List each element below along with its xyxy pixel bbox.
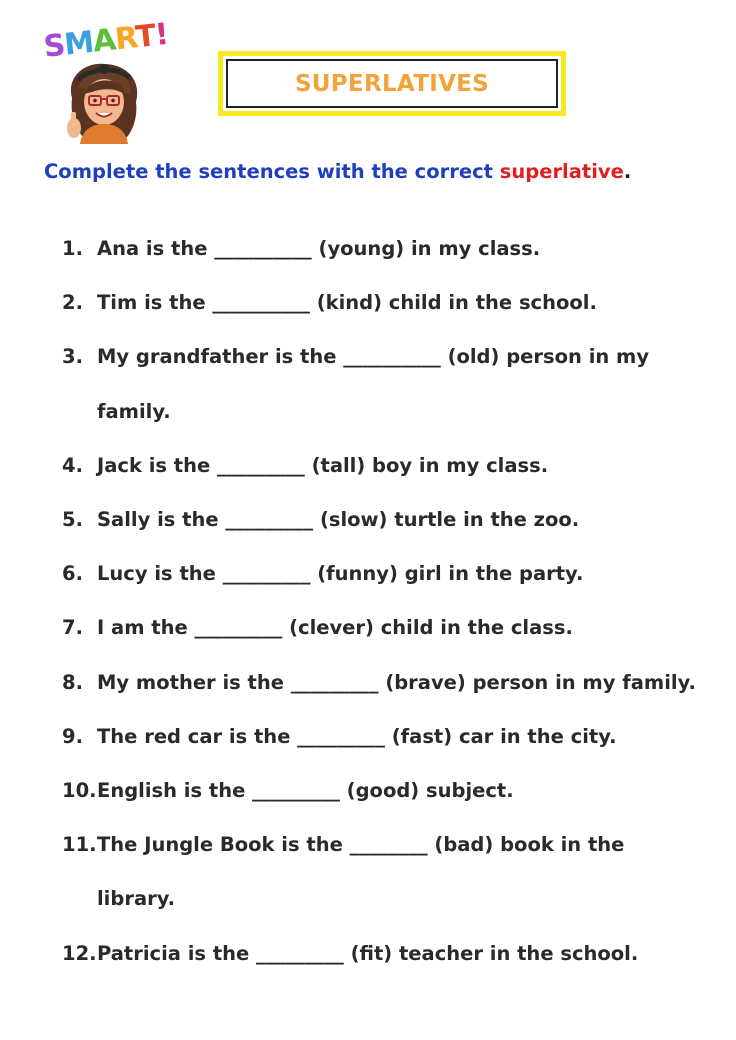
- answer-blank[interactable]: ________: [349, 833, 428, 857]
- smart-logo-text: SMART!: [42, 16, 170, 65]
- answer-blank[interactable]: _________: [194, 616, 283, 640]
- question-tail: (tall) boy in my class.: [311, 453, 549, 477]
- question-item: [62, 710, 712, 764]
- question-item: [62, 439, 712, 493]
- answer-blank[interactable]: _________: [225, 508, 314, 532]
- question-tail: (young) in my class.: [318, 237, 541, 260]
- question-number: 11.: [62, 833, 97, 857]
- question-item: [62, 222, 712, 276]
- question-number: 2.: [62, 291, 83, 315]
- answer-blank[interactable]: __________: [214, 237, 312, 260]
- question-tail: (brave) person in my family.: [385, 670, 696, 694]
- question-number: 8.: [62, 670, 83, 694]
- question-number: 7.: [62, 616, 83, 640]
- question-tail: (good) subject.: [346, 779, 514, 803]
- instruction-text: [44, 160, 631, 183]
- question-number: 5.: [62, 508, 83, 532]
- title-frame: [218, 51, 566, 116]
- question-item: [62, 656, 712, 710]
- question-list: [62, 222, 712, 981]
- teacher-avatar-icon: [58, 58, 150, 144]
- question-lead: The red car is the: [97, 724, 291, 748]
- instruction-highlight: superlative: [499, 160, 624, 183]
- question-tail: (kind) child in the school.: [316, 291, 597, 315]
- answer-blank[interactable]: __________: [212, 291, 310, 315]
- question-lead: English is the: [97, 779, 246, 803]
- question-number: 4.: [62, 453, 83, 477]
- answer-blank[interactable]: _________: [217, 453, 305, 477]
- brand-logo: [42, 16, 170, 145]
- question-lead: Ana is the: [97, 237, 208, 260]
- page-title: SUPERLATIVES: [294, 70, 490, 97]
- question-lead: Jack is the: [97, 453, 211, 477]
- question-tail: (clever) child in the class.: [289, 616, 573, 640]
- question-tail: (slow) turtle in the zoo.: [319, 508, 580, 532]
- question-lead: Tim is the: [97, 291, 206, 315]
- instruction-lead: Complete the sentences with the correct: [44, 160, 500, 183]
- answer-blank[interactable]: _________: [256, 941, 344, 965]
- question-item: [62, 764, 712, 818]
- question-lead: Lucy is the: [97, 562, 216, 586]
- question-number: 6.: [62, 562, 83, 586]
- instruction-end: .: [623, 160, 632, 183]
- question-number: 10.: [62, 779, 97, 803]
- question-item: [62, 818, 712, 926]
- answer-blank[interactable]: _________: [222, 562, 311, 586]
- question-lead: My mother is the: [97, 670, 284, 694]
- question-number: 9.: [62, 724, 83, 748]
- question-lead: Patricia is the: [97, 941, 250, 965]
- question-item: [62, 547, 712, 601]
- question-number: 1.: [62, 237, 83, 260]
- answer-blank[interactable]: _________: [297, 724, 385, 748]
- question-tail: (fit) teacher in the school.: [350, 941, 639, 965]
- question-item: [62, 493, 712, 547]
- question-item: [62, 601, 712, 655]
- answer-blank[interactable]: _________: [290, 670, 379, 694]
- question-lead: My grandfather is the: [97, 345, 337, 369]
- question-tail: (funny) girl in the party.: [317, 562, 584, 586]
- question-item: [62, 330, 712, 438]
- question-lead: I am the: [97, 616, 188, 640]
- question-item: [62, 276, 712, 330]
- question-lead: Sally is the: [97, 508, 219, 532]
- question-tail: (bad) book in the library.: [97, 833, 625, 911]
- question-number: 3.: [62, 345, 83, 369]
- question-number: 12.: [62, 941, 97, 965]
- question-item: [62, 927, 712, 981]
- question-tail: (old) person in my family.: [97, 345, 650, 423]
- question-lead: The Jungle Book is the: [97, 833, 343, 857]
- question-tail: (fast) car in the city.: [391, 724, 617, 748]
- answer-blank[interactable]: __________: [343, 345, 441, 369]
- answer-blank[interactable]: _________: [252, 779, 340, 803]
